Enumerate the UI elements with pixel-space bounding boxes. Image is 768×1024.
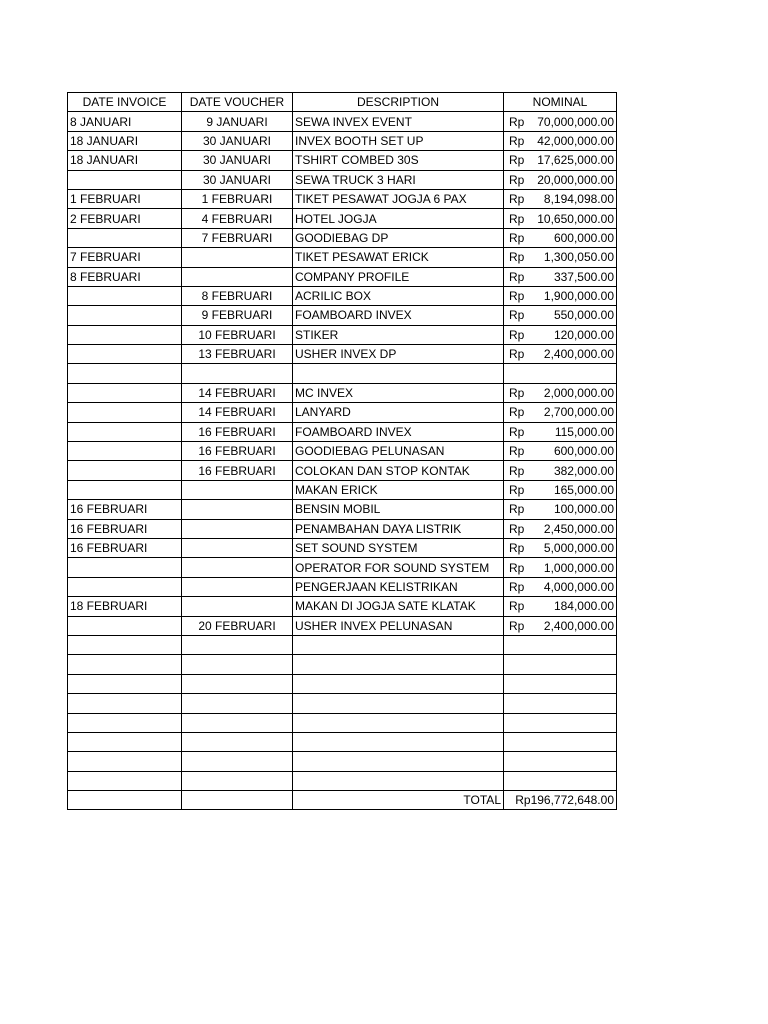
cell-date-voucher: 1 FEBRUARI (182, 189, 293, 208)
amount-value: 382,000.00 (553, 463, 614, 478)
cell-description (293, 635, 504, 654)
cell-description: PENGERJAAN KELISTRIKAN (293, 577, 504, 596)
cell-date-voucher (182, 558, 293, 577)
nominal-wrap (506, 268, 614, 286)
nominal-wrap (506, 384, 614, 402)
cell-description: BENSIN MOBIL (293, 500, 504, 519)
table-row (68, 170, 617, 189)
cell-date-voucher (182, 713, 293, 732)
cell-date-invoice (68, 732, 182, 751)
cell-description: TIKET PESAWAT ERICK (293, 248, 504, 267)
cell-nominal (504, 228, 617, 247)
nominal-wrap (506, 462, 614, 480)
cell-date-voucher (182, 364, 293, 383)
amount-value: 120,000.00 (553, 327, 614, 342)
cell-date-voucher: 30 JANUARI (182, 170, 293, 189)
cell-nominal (504, 151, 617, 170)
cell-description (293, 732, 504, 751)
cell-description: SEWA INVEX EVENT (293, 112, 504, 131)
cell-nominal (504, 616, 617, 635)
table-row (68, 771, 617, 790)
cell-date-invoice (68, 422, 182, 441)
amount-value: 184,000.00 (553, 599, 614, 614)
nominal-wrap (506, 306, 614, 324)
nominal-wrap (506, 617, 614, 635)
cell-description (293, 771, 504, 790)
cell-nominal (504, 635, 617, 654)
table-row (68, 325, 617, 344)
nominal-wrap (506, 248, 614, 266)
cell-nominal (504, 480, 617, 499)
currency-label: Rp (509, 230, 525, 245)
cell-date-invoice (68, 752, 182, 771)
cell-nominal (504, 538, 617, 557)
cell-nominal (504, 752, 617, 771)
cell-nominal (504, 655, 617, 674)
nominal-wrap (506, 229, 614, 247)
cell-date-invoice: 16 FEBRUARI (68, 500, 182, 519)
currency-label: Rp (509, 308, 525, 323)
cell-description: FOAMBOARD INVEX (293, 422, 504, 441)
cell-date-voucher (182, 248, 293, 267)
table-row (68, 597, 617, 616)
nominal-wrap (506, 423, 614, 441)
cell-date-invoice (68, 713, 182, 732)
cell-date-voucher: 20 FEBRUARI (182, 616, 293, 635)
cell-description (293, 674, 504, 693)
cell-date-voucher (182, 267, 293, 286)
cell-date-invoice (68, 306, 182, 325)
amount-value: 17,625,000.00 (537, 153, 614, 168)
table-row (68, 151, 617, 170)
cell-date-voucher: 8 FEBRUARI (182, 286, 293, 305)
cell-date-invoice (68, 674, 182, 693)
cell-description (293, 655, 504, 674)
cell-description: TSHIRT COMBED 30S (293, 151, 504, 170)
cell-date-voucher (182, 752, 293, 771)
amount-value: 2,400,000.00 (543, 618, 614, 633)
cell-nominal (504, 694, 617, 713)
amount-value: 337,500.00 (553, 269, 614, 284)
header-description: DESCRIPTION (293, 93, 504, 112)
header-date-voucher: DATE VOUCHER (182, 93, 293, 112)
table-row (68, 519, 617, 538)
cell-date-invoice (68, 771, 182, 790)
currency-label: Rp (509, 502, 525, 517)
amount-value: 1,900,000.00 (543, 289, 614, 304)
cell-nominal (504, 422, 617, 441)
table-row (68, 189, 617, 208)
nominal-wrap (506, 403, 614, 421)
cell-description: HOTEL JOGJA (293, 209, 504, 228)
cell-description: COMPANY PROFILE (293, 267, 504, 286)
amount-value: 100,000.00 (553, 502, 614, 517)
cell-date-voucher (182, 500, 293, 519)
amount-value: 2,000,000.00 (543, 386, 614, 401)
cell-date-voucher: 16 FEBRUARI (182, 461, 293, 480)
cell-date-voucher: 14 FEBRUARI (182, 403, 293, 422)
table-row (68, 752, 617, 771)
currency-label: Rp (509, 192, 525, 207)
cell-date-invoice: 16 FEBRUARI (68, 519, 182, 538)
cell-description (293, 752, 504, 771)
currency-label: Rp (509, 541, 525, 556)
nominal-wrap (506, 559, 614, 577)
cell-description: OPERATOR FOR SOUND SYSTEM (293, 558, 504, 577)
nominal-wrap (506, 481, 614, 499)
currency-label: Rp (509, 289, 525, 304)
cell-date-invoice (68, 364, 182, 383)
cell-description: INVEX BOOTH SET UP (293, 131, 504, 150)
table-row (68, 461, 617, 480)
table-body (68, 112, 617, 791)
cell-date-invoice (68, 228, 182, 247)
cell-description: TIKET PESAWAT JOGJA 6 PAX (293, 189, 504, 208)
cell-date-invoice (68, 442, 182, 461)
cell-date-invoice (68, 325, 182, 344)
cell-date-invoice (68, 616, 182, 635)
cell-date-voucher: 16 FEBRUARI (182, 422, 293, 441)
total-value: Rp196,772,648.00 (504, 791, 617, 810)
cell-nominal (504, 558, 617, 577)
cell-date-invoice: 16 FEBRUARI (68, 538, 182, 557)
cell-date-invoice (68, 286, 182, 305)
cell-description: COLOKAN DAN STOP KONTAK (293, 461, 504, 480)
amount-value: 550,000.00 (553, 308, 614, 323)
amount-value: 70,000,000.00 (537, 114, 614, 129)
currency-label: Rp (509, 618, 525, 633)
nominal-wrap (506, 190, 614, 208)
currency-label: Rp (509, 250, 525, 265)
cell-nominal (504, 131, 617, 150)
cell-nominal (504, 345, 617, 364)
table-row (68, 248, 617, 267)
table-row (68, 713, 617, 732)
cell-date-invoice: 18 JANUARI (68, 131, 182, 150)
amount-value: 165,000.00 (553, 483, 614, 497)
nominal-wrap (506, 326, 614, 344)
table-row (68, 131, 617, 150)
cell-nominal (504, 577, 617, 596)
cell-nominal (504, 170, 617, 189)
cell-date-voucher (182, 771, 293, 790)
cell-date-invoice (68, 480, 182, 499)
currency-label: Rp (509, 599, 525, 614)
nominal-wrap (506, 210, 614, 228)
cell-date-voucher (182, 655, 293, 674)
table-row (68, 655, 617, 674)
currency-label: Rp (509, 521, 525, 536)
table-row (68, 500, 617, 519)
nominal-wrap (506, 520, 614, 538)
cell-nominal (504, 732, 617, 751)
cell-nominal (504, 519, 617, 538)
total-empty-invoice (68, 791, 182, 810)
cell-description (293, 713, 504, 732)
cell-date-invoice (68, 577, 182, 596)
currency-label: Rp (509, 483, 525, 497)
cell-date-invoice (68, 461, 182, 480)
table-row (68, 383, 617, 402)
table-row (68, 209, 617, 228)
cell-nominal (504, 112, 617, 131)
cell-nominal (504, 674, 617, 693)
cell-description: STIKER (293, 325, 504, 344)
cell-date-voucher (182, 694, 293, 713)
currency-label: Rp (509, 579, 525, 594)
table-row (68, 228, 617, 247)
table-row (68, 558, 617, 577)
cell-date-voucher (182, 538, 293, 557)
currency-label: Rp (509, 172, 525, 187)
cell-date-voucher: 30 JANUARI (182, 151, 293, 170)
cell-date-voucher (182, 674, 293, 693)
table-row (68, 422, 617, 441)
cell-date-voucher: 13 FEBRUARI (182, 345, 293, 364)
cell-nominal (504, 461, 617, 480)
cell-date-voucher (182, 577, 293, 596)
cell-date-voucher: 14 FEBRUARI (182, 383, 293, 402)
table-row (68, 286, 617, 305)
cell-date-invoice (68, 655, 182, 674)
cell-date-voucher (182, 519, 293, 538)
amount-value: 2,700,000.00 (543, 405, 614, 420)
cell-description: FOAMBOARD INVEX (293, 306, 504, 325)
cell-nominal (504, 442, 617, 461)
nominal-wrap (506, 171, 614, 189)
cell-date-invoice (68, 558, 182, 577)
currency-label: Rp (509, 444, 525, 459)
total-row (68, 791, 617, 810)
table-row (68, 364, 617, 383)
cell-date-invoice: 8 JANUARI (68, 112, 182, 131)
cell-description: MC INVEX (293, 383, 504, 402)
cell-date-invoice (68, 170, 182, 189)
nominal-wrap (506, 345, 614, 363)
total-label: TOTAL (293, 791, 504, 810)
cell-nominal (504, 189, 617, 208)
cell-date-invoice (68, 383, 182, 402)
cell-date-invoice: 18 JANUARI (68, 151, 182, 170)
table-row (68, 635, 617, 654)
cell-date-voucher (182, 635, 293, 654)
cell-description: GOODIEBAG PELUNASAN (293, 442, 504, 461)
cell-description (293, 364, 504, 383)
table-row (68, 306, 617, 325)
cell-date-invoice: 18 FEBRUARI (68, 597, 182, 616)
cell-description: USHER INVEX PELUNASAN (293, 616, 504, 635)
amount-value: 20,000,000.00 (537, 172, 614, 187)
nominal-wrap (506, 597, 614, 615)
currency-label: Rp (509, 424, 525, 439)
table-row (68, 480, 617, 499)
amount-value: 2,400,000.00 (543, 347, 614, 362)
cell-date-voucher: 9 JANUARI (182, 112, 293, 131)
nominal-wrap (506, 539, 614, 557)
nominal-wrap (506, 287, 614, 305)
nominal-wrap (506, 151, 614, 169)
cell-date-invoice (68, 403, 182, 422)
cell-date-voucher: 10 FEBRUARI (182, 325, 293, 344)
currency-label: Rp (509, 347, 525, 362)
cell-date-invoice: 1 FEBRUARI (68, 189, 182, 208)
nominal-wrap (506, 442, 614, 460)
cell-nominal (504, 713, 617, 732)
cell-date-voucher: 9 FEBRUARI (182, 306, 293, 325)
nominal-wrap (506, 578, 614, 596)
header-row (68, 93, 617, 112)
currency-label: Rp (509, 463, 525, 478)
cell-nominal (504, 306, 617, 325)
currency-label: Rp (509, 560, 525, 575)
cell-nominal (504, 597, 617, 616)
amount-value: 115,000.00 (554, 424, 614, 439)
table-row (68, 577, 617, 596)
table-row (68, 112, 617, 131)
table-row (68, 694, 617, 713)
currency-label: Rp (509, 153, 525, 168)
cell-description: USHER INVEX DP (293, 345, 504, 364)
currency-label: Rp (509, 269, 525, 284)
cell-description: SET SOUND SYSTEM (293, 538, 504, 557)
currency-label: Rp (509, 133, 525, 148)
cell-date-invoice: 7 FEBRUARI (68, 248, 182, 267)
cell-date-voucher: 4 FEBRUARI (182, 209, 293, 228)
cell-nominal (504, 771, 617, 790)
table-row (68, 538, 617, 557)
cell-nominal (504, 248, 617, 267)
cell-description (293, 694, 504, 713)
table-row (68, 732, 617, 751)
amount-value: 42,000,000.00 (537, 133, 614, 148)
cell-nominal (504, 403, 617, 422)
table-row (68, 442, 617, 461)
header-nominal: NOMINAL (504, 93, 617, 112)
table-row (68, 616, 617, 635)
cell-nominal (504, 209, 617, 228)
cell-date-voucher: 30 JANUARI (182, 131, 293, 150)
amount-value: 8,194,098.00 (543, 192, 614, 207)
expense-table (67, 92, 617, 810)
amount-value: 2,450,000.00 (543, 521, 614, 536)
currency-label: Rp (509, 211, 525, 226)
cell-date-voucher (182, 480, 293, 499)
amount-value: 4,000,000.00 (543, 579, 614, 594)
table-row (68, 267, 617, 286)
cell-nominal (504, 267, 617, 286)
amount-value: 1,000,000.00 (543, 560, 614, 575)
amount-value: 600,000.00 (553, 230, 614, 245)
cell-nominal (504, 500, 617, 519)
cell-description: MAKAN DI JOGJA SATE KLATAK (293, 597, 504, 616)
cell-date-voucher (182, 597, 293, 616)
cell-date-invoice: 8 FEBRUARI (68, 267, 182, 286)
currency-label: Rp (509, 405, 525, 420)
amount-value: 5,000,000.00 (543, 541, 614, 556)
header-date-invoice: DATE INVOICE (68, 93, 182, 112)
cell-date-invoice (68, 635, 182, 654)
cell-date-invoice (68, 345, 182, 364)
currency-label: Rp (509, 114, 525, 129)
cell-date-voucher: 16 FEBRUARI (182, 442, 293, 461)
table-row (68, 674, 617, 693)
nominal-wrap (506, 113, 614, 131)
cell-nominal (504, 364, 617, 383)
cell-description: MAKAN ERICK (293, 480, 504, 499)
total-empty-voucher (182, 791, 293, 810)
cell-description: LANYARD (293, 403, 504, 422)
nominal-wrap (506, 500, 614, 518)
cell-nominal (504, 286, 617, 305)
amount-value: 600,000.00 (553, 444, 614, 459)
table-row (68, 345, 617, 364)
cell-date-voucher: 7 FEBRUARI (182, 228, 293, 247)
cell-description: GOODIEBAG DP (293, 228, 504, 247)
cell-date-voucher (182, 732, 293, 751)
amount-value: 10,650,000.00 (537, 211, 614, 226)
amount-value: 1,300,050.00 (543, 250, 614, 265)
cell-description: ACRILIC BOX (293, 286, 504, 305)
cell-nominal (504, 383, 617, 402)
cell-description: SEWA TRUCK 3 HARI (293, 170, 504, 189)
cell-nominal (504, 325, 617, 344)
cell-description: PENAMBAHAN DAYA LISTRIK (293, 519, 504, 538)
currency-label: Rp (509, 327, 525, 342)
nominal-wrap (506, 132, 614, 150)
currency-label: Rp (509, 386, 525, 401)
cell-date-invoice: 2 FEBRUARI (68, 209, 182, 228)
table-row (68, 403, 617, 422)
cell-date-invoice (68, 694, 182, 713)
